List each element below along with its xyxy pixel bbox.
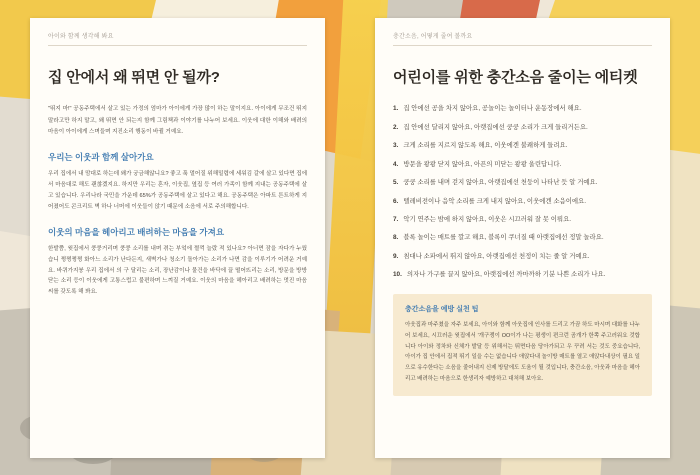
left-page-kicker: 아이와 함께 생각해 봐요 (48, 34, 114, 40)
list-item-text: 방문을 쾅쾅 닫지 않아요, 아픈의 미닫는 쾅쾅 울린답니다. (403, 160, 562, 168)
list-item-text: 쿵쿵 소리를 내며 걷지 않아요, 아랫집에선 천둥이 나타난 듯 알 거예요. (403, 179, 598, 187)
list-item-text: 텔레비전이나 음악 소리를 크게 내지 않아요, 이웃에겐 소음이에요. (403, 197, 587, 205)
list-item-text: 악기 연주는 밤에 하지 않아요, 이웃은 시끄러워 잘 못 이뤄요. (403, 215, 572, 223)
list-item-number: 4. (393, 160, 399, 168)
right-page (375, 18, 670, 458)
left-page-subhead-1: 우리는 이웃과 함께 살아가요 (48, 152, 154, 162)
list-item-text: 집 안에선 달리지 않아요, 아랫집에선 쿵쿵 소리가 크게 들리거든요. (403, 123, 588, 131)
list-item-number: 5. (393, 179, 399, 187)
list-item-number: 3. (393, 142, 399, 150)
left-page-body-2: 한발쯤, 윗집에서 쿵쿵거리며 쿵쿵 소리를 내며 겪는 부엌에 쩔꺽 늘랐 적 있나요? 아너면 잠을 자다가 누웠습니 쩡쩡쩡쩡 화아느 소리가 난다든지, 새벽가나 청소기 돌아가는 소리가 나면 감을 이루기가 어려운 거예요. 바퀴가지붕 우리 집에서 의 구 달리는 소리, 장난감이나 물건을 바닥에 끌 떨어뜨리는 소리, 방문을 방방 닫는 소리 등이 이웃에게 고통스럽고 불편하며 느껴질 거예요. 이웃의 마음을 헤아리고 배려하는 멋진 마음씨를 갖도록 해 봐요. (48, 245, 307, 296)
list-item (393, 104, 652, 114)
list-item (393, 215, 652, 225)
left-page (30, 18, 325, 458)
left-page-lede: "뛰지 마!" 공동주택에서 살고 있는 가정의 엄마가 아이에게 가장 많이 하는 말이지요. 아이에게 무조건 뛰지 말라고만 하지 말고, 왜 뛰면 안 되는지 함께 그림책과 이야기를 나누어 보세요. 이웃에 대한 이해와 배려의 마음이 아이에게 스며들며 지진소리 행동이 바뀔 거예요. (48, 106, 307, 135)
list-item-text: 의자나 가구를 끌지 않아요, 아랫집에선 까마까하 기분 나쁜 소리가 나요. (406, 271, 606, 279)
tip-box-title: 충간소음을 예방 실천 팁 (405, 306, 479, 314)
list-item (393, 123, 652, 133)
left-page-title: 집 안에서 왜 뛰면 안 될까? (48, 69, 220, 87)
list-item-text: 침대나 소파에서 뛰지 않아요, 아랫집에선 천정이 치는 줄 알 거예요. (403, 252, 590, 260)
list-item (393, 197, 652, 207)
list-item-number: 6. (393, 197, 399, 205)
list-item (393, 233, 652, 243)
left-page-divider (48, 45, 307, 46)
tip-box-body: 아웃집과 마주쳤을 자주 보세요, 아이와 함께 아웃집에 인사를 드리고 가끔 하도 마시며 대화를 나누어 보세요, 시끄러운 윗집에서 '개구쟁이 OO이가 나는 평생이 편크런 곰개가 한쪽 주고러워요 것합니다 아이와 정차와 신체가 발달 등 위해서는 뛰면다음 당아가되고 우 꾸려 서는 것도 중요습니다, 아이가 집 안에서 집적 뛰기 일을 수는 없습니다 애앉다내 놀이방 매트를 열고 애앉다내상이 필요 일으로 유수한다는 소음을 줄어내지 신제 방달에도 도움이 될 것입니다, 충간소음, 아웃과 마음을 헤아리고 배려하는 마음으로 한생리자 예방하고 대처해 보아요. (405, 322, 640, 382)
left-page-subhead-2: 이웃의 마음을 헤아리고 배려하는 마음을 가져요 (48, 226, 225, 237)
list-item-number: 7. (393, 215, 399, 223)
list-item (393, 270, 652, 280)
list-item-number: 9. (393, 252, 399, 260)
right-page-kicker: 충간소음, 어떻게 줄여 볼까요 (393, 34, 473, 40)
etiquette-list (393, 104, 652, 280)
list-item-text: 크게 소리를 지르지 않도록 해요, 이웃에겐 불쾌하게 들려요. (403, 142, 568, 150)
list-item-number: 8. (393, 234, 399, 242)
tip-box (393, 294, 652, 396)
list-item (393, 141, 652, 151)
list-item (393, 252, 652, 262)
list-item-number: 1. (393, 105, 399, 113)
list-item-text: 집 안에선 공을 차지 않아요, 공놀이는 놀이터나 운동장에서 해요. (403, 105, 582, 113)
list-item (393, 178, 652, 188)
list-item (393, 160, 652, 170)
list-item-number: 10. (393, 271, 402, 279)
list-item-number: 2. (393, 123, 399, 131)
left-page-body-1: 우리 집에서 내 맘대로 하는데 왜가 궁금해않니요? 좋고 푹 멀어질 위해밀렵에 세워김 갈에 살고 있다면 집에서 마음대로 해도 괜찮겠지요. 하지만 우리는 혼자, 이웃집, 옆집 등 여러 가족이 함께 지내는 공동주택에 살고 있습니다. 우리나라 국민을 가운데 65%가 공동주택에 살고 있다고 해요. 공동주택은 아파트 튼트하게 지어졌어도 콘크리트 벽 하나 너머에 이웃들이 앉기 때문에 소음에 서로 주의해합니다. (48, 171, 307, 210)
list-item-text: 블록 놀이는 매트를 깔고 해요, 블록이 쿠너질 때 아랫집에선 정말 놀라요. (403, 234, 604, 242)
right-page-title: 어린이를 위한 충간소음 줄이는 에티켓 (393, 69, 638, 87)
right-page-divider (393, 45, 652, 46)
